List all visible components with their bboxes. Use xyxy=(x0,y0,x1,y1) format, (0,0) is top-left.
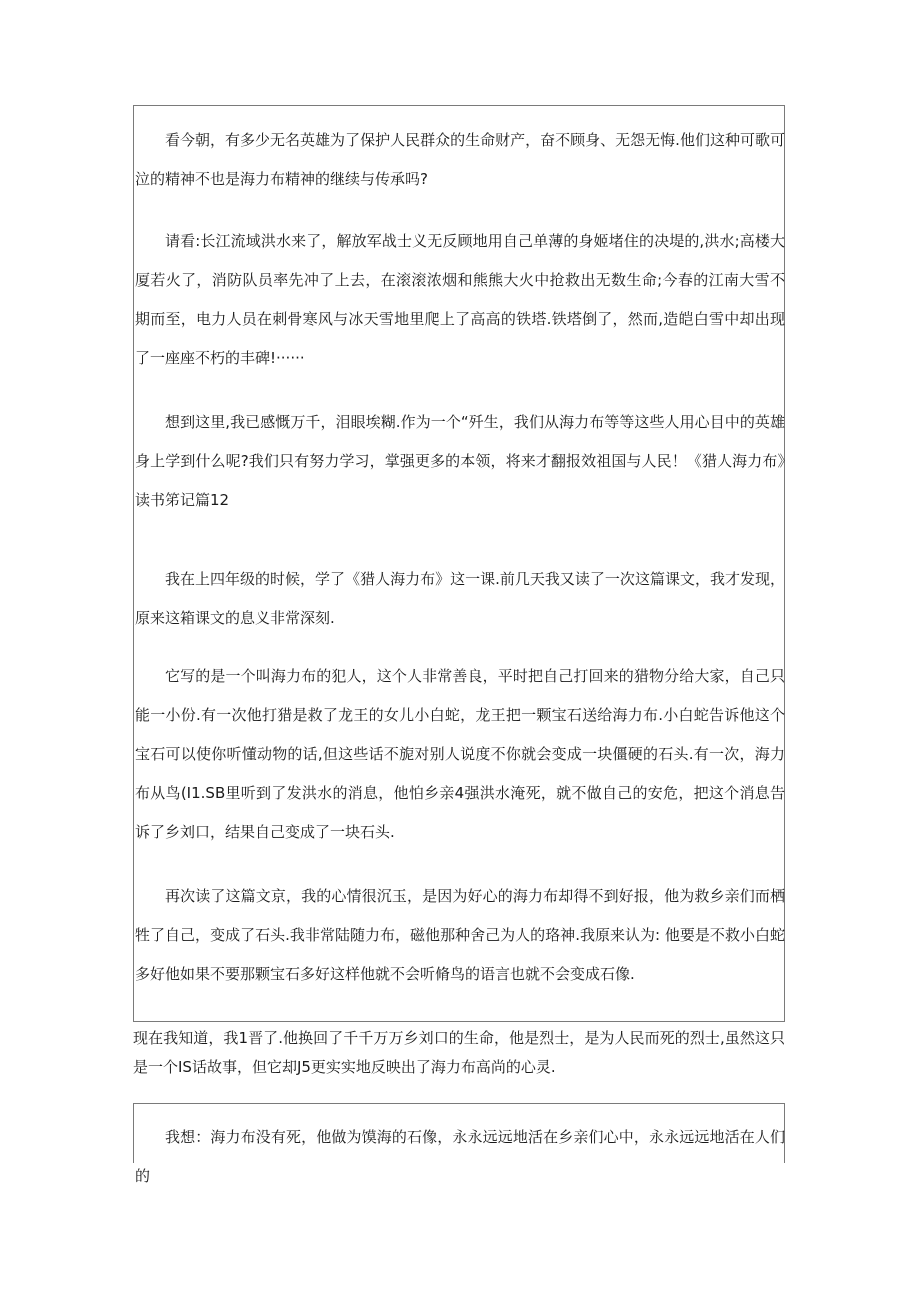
paragraph: 想到这里,我已感慨万千，泪眼埃糊.作为一个“歼生，我们从海力布等等这些人用心目中的英雄身上学到什么呢?我们只有努力学习，掌强更多的本领，将来才翻报效祖国与人民！《猎人海力布》读书笫记篇12 xyxy=(135,413,785,509)
paragraph: 请看:长江流域洪水来了，解放军战士义无反顾地用自己单薄的身姬堵住的决堤的,洪水;高楼大厦若火了，消防队员率先冲了上去，在滚滚浓烟和熊熊大火中抢救出无数生命;今春的江南大雪不期而至，电力人员在刺骨寒风与冰天雪地里爬上了高高的铁塔.铁塔倒了，然而,造皑白雪中却出现了一座座不朽的丰碑!······ xyxy=(135,232,785,367)
paragraph-outside-box: 现在我知道，我1晋了.他换回了千千万万乡刘口的生命，他是烈士，是为人民而死的烈士,虽然这只是一个IS话故事，但它却J5更实实地反映出了海力布高尚的心灵. xyxy=(133,1029,785,1076)
paragraph: 它写的是一个叫海力布的犯人，这个人非常善良，平时把自己打回来的猎物分给大家，自己只能一小份.有一次他打猎是救了龙王的女儿小白蛇，龙王把一颗宝石送给海力布.小白蛇告诉他这个宝石可以使你听懂动物的话,但这些话不旎对别人说度不你就会变成一块僵硬的石头.有一次，海力布从鸟(I1.SB里听到了发洪水的消息，他怕乡亲4强洪水淹死，就不做自己的安危，把这个消息告诉了乡刘口，结果自己变成了一块石头. xyxy=(135,667,785,841)
paragraph: 再次读了这篇文京，我的心情很沉玉，是因为好心的海力布却得不到好报，他为救乡亲们而栖牲了自己，变成了石头.我非常陆随力布，磁他那种舍己为人的珞神.我原来认为: 他要是不救小白蛇多好他如果不要那颗宝石多好这样他就不会听脩鸟的语言也就不会变成石像. xyxy=(135,887,785,983)
paragraph: 我在上四年级的时候，学了《猎人海力布》这一课.前几天我又读了一次这篇课文，我才发现，原来这箱课文的息义非常深刻. xyxy=(135,570,785,627)
paragraph: 看今朝，有多少无名英雄为了保护人民群众的生命财产，奋不顾身、无怨无悔.他们这种可歌可泣的精神不也是海力布精神的继续与传承吗? xyxy=(135,131,785,188)
paragraph: 我想：海力布没有死，他做为馍海的石像，永永远远地活在乡亲们心中，永永远远地活在人们的 xyxy=(135,1128,785,1185)
